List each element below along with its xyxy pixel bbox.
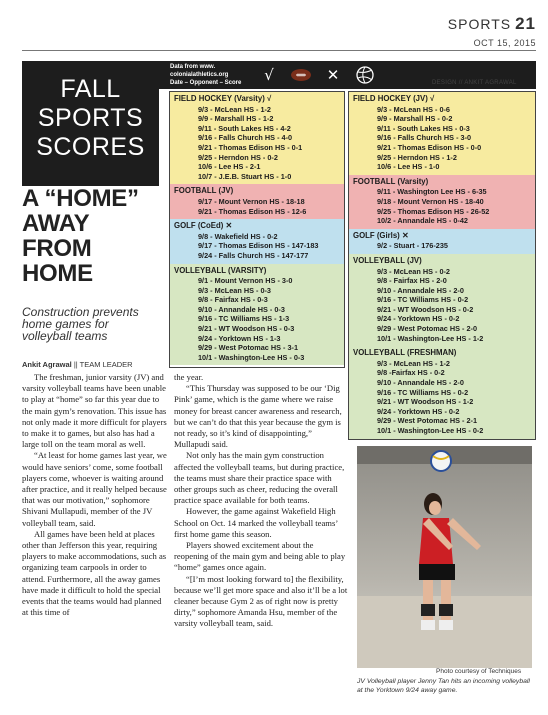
score-line: 9/3 - McLean HS - 0-3 — [198, 285, 271, 295]
score-line: 9/1 - Mount Vernon HS - 3-0 — [198, 276, 293, 286]
score-line: 9/16 - Falls Church HS - 3-0 — [377, 133, 472, 143]
scores-section-heading: VOLLEYBALL (JV) — [353, 255, 422, 265]
score-line: 9/24 - Yorktown HS - 1-3 — [198, 333, 281, 343]
scores-section-heading: FIELD HOCKEY (Varsity) √ — [174, 94, 272, 103]
article-deck: Construction prevents home games for volleyball teams — [22, 305, 139, 343]
cross-icon: ✕ — [326, 66, 340, 84]
scores-section — [349, 92, 535, 175]
scores-section-heading: VOLLEYBALL (FRESHMAN) — [353, 348, 457, 358]
score-line: 9/11 - South Lakes HS - 4-2 — [198, 123, 291, 133]
title-line: SPORTS — [37, 104, 144, 132]
article-paragraph: All games have been held at places other than Jefferson this year, requiring players to make accommodations, such as organizing team carpools in order to attend. Furthermore, all the away games have made it difficult to hold the special events that the teams would had planned at this time of — [22, 528, 167, 618]
scores-section-heading: VOLLEYBALL (VARSITY) — [174, 265, 267, 275]
article-headline — [22, 186, 162, 286]
score-line: 9/16 - TC Williams HS - 1-3 — [198, 314, 290, 324]
score-line: 10/7 - J.E.B. Stuart HS - 1-0 — [198, 171, 292, 181]
score-line: 9/17 - Thomas Edison HS - 147-183 — [198, 241, 319, 251]
score-line: 9/18 - Mount Vernon HS - 18-40 — [377, 196, 484, 206]
headline-line: AWAY — [22, 210, 90, 237]
score-line: 9/21 - WT Woodson HS - 1-2 — [377, 397, 474, 407]
score-line: 9/8 - Wakefield HS - 0-2 — [198, 231, 278, 241]
volleyball-icon — [354, 64, 376, 86]
headline-line: FROM — [22, 235, 92, 262]
score-line: 10/1 - Washington-Lee HS - 0-2 — [377, 426, 484, 435]
score-line: 9/25 - Herndon HS - 0-2 — [198, 152, 278, 162]
article-paragraph: Players showed excitement about the reopening of the main gym and being able to play “home” games once again. — [174, 540, 346, 573]
check-icon: √ — [264, 66, 274, 84]
score-line: 9/25 - Thomas Edison HS - 26-52 — [377, 206, 490, 216]
score-line: 9/29 - West Potomac HS - 2-0 — [377, 324, 478, 334]
photo-credit: Photo courtesy of Techniques — [436, 668, 522, 675]
article-paragraph: However, the game against Wakefield High School on Oct. 14 marked the volleyball teams’ first home game this season. — [174, 506, 338, 539]
score-line: 9/21 - Thomas Edison HS - 0-1 — [198, 142, 303, 152]
fall-sports-scores-title — [22, 75, 159, 162]
article-paragraph: Not only has the main gym construction affected the volleyball teams, but during practice, the teams must share their practice space with other groups such as cheer, reducing the overall practice space available for both teams. — [174, 450, 345, 506]
scores-column-right — [348, 91, 536, 440]
article-column-1 — [22, 372, 167, 618]
score-line: 9/24 - Yorktown HS - 0-2 — [377, 406, 460, 416]
section-name: SPORTS — [447, 16, 512, 32]
score-line: 9/11 - Washington Lee HS - 6-35 — [377, 187, 487, 197]
score-line: 9/2 - Stuart - 176-235 — [377, 241, 448, 251]
article-paragraph: “At least for home games last year, we would have seniors’ come, some football players come, whoever is waiting around after practice, and it really helped because that was our motivation,” sophomore Shivani Mullapudi, member of the JV volleyball team, said. — [22, 450, 167, 528]
scores-column-left — [169, 91, 345, 368]
score-line: 9/16 - TC Williams HS - 0-2 — [377, 295, 469, 305]
issue-date: OCT 15, 2015 — [473, 38, 536, 48]
article-paragraph: “This Thursday was supposed to be our ‘Dig Pink’ game, which is the game where we raise money for breast cancer awareness and research, but we can’t do that this year because the gym is not ready, so it’s kind of disappointing,” Mullapudi said. — [174, 383, 342, 450]
score-line: 9/8 - Fairfax HS - 0-3 — [198, 295, 268, 305]
section-title — [448, 14, 536, 34]
article-paragraph: the year. — [174, 372, 204, 382]
scores-section-heading: FOOTBALL (JV) — [174, 186, 234, 196]
score-line: 9/3 - McLean HS - 0-6 — [377, 104, 450, 114]
scores-section — [170, 219, 344, 263]
score-line: 9/3 - McLean HS - 0-2 — [377, 266, 450, 276]
page-number: 21 — [515, 14, 536, 33]
score-line: 9/9 - Marshall HS - 1-2 — [198, 114, 274, 124]
title-line: SCORES — [36, 133, 145, 161]
scores-section-heading: FOOTBALL (Varsity) — [353, 176, 429, 186]
score-line: 9/10 - Annandale HS - 2-0 — [377, 285, 464, 295]
article-column-2 — [174, 372, 348, 630]
legend-line: Data from www. — [170, 64, 216, 70]
scores-section-heading: FIELD HOCKEY (JV) √ — [353, 94, 435, 103]
volleyball-photo — [357, 446, 532, 668]
score-line: 9/8 -Fairfax HS - 0-2 — [377, 368, 445, 378]
score-line: 9/10 - Annandale HS - 0-3 — [198, 304, 285, 314]
score-line: 9/29 - West Potomac HS - 3-1 — [198, 343, 299, 353]
score-line: 9/16 - Falls Church HS - 4-0 — [198, 133, 293, 143]
header-rule — [22, 50, 536, 51]
score-line: 10/6 - Lee HS - 1-0 — [377, 162, 440, 172]
score-line: 9/8 - Fairfax HS - 2-0 — [377, 276, 447, 286]
score-line: 10/2 - Annandale HS - 0-42 — [377, 216, 468, 226]
headline-line: A “HOME” — [22, 185, 139, 212]
score-line: 9/11 - South Lakes HS - 0-3 — [377, 123, 470, 133]
legend-line: colonialathletics.org — [170, 72, 229, 78]
scores-section — [349, 175, 535, 229]
score-line: 9/25 - Herndon HS - 1-2 — [377, 152, 457, 162]
football-icon — [290, 64, 312, 86]
photo-caption: JV Volleyball player Jenny Tan hits an incoming volleyball at the Yorktown 9/24 away game. — [357, 678, 530, 694]
scores-section — [349, 229, 535, 254]
scores-section — [349, 346, 535, 438]
score-line: 9/29 - West Potomac HS - 2-1 — [377, 416, 478, 426]
article-paragraph: “[I’m most looking forward to] the flexibility, because we’ll get more space and also it’ll be a lot cleaner because Gym 2 as of right now is pretty dirty,” sophomore Amanda Hsu, member of the varsity volleyball team, said. — [174, 573, 348, 629]
score-line: 9/10 - Annandale HS - 2-0 — [377, 378, 464, 388]
article-paragraph: The freshman, junior varsity (JV) and varsity volleyball teams have been unable to play at “home” so far this year due to the main gym’s renovation. This issue has not only made it more difficult for players to make it to games, but also has had a large toll on the team moral as well. — [22, 372, 167, 450]
scores-section-heading: GOLF (Girls) ✕ — [353, 230, 409, 240]
score-line: 9/21 - Thomas Edison HS - 0-0 — [377, 142, 482, 152]
score-line: 9/17 - Mount Vernon HS - 18-18 — [198, 196, 305, 206]
scores-section — [170, 92, 344, 184]
score-line: 9/24 - Falls Church HS - 147-177 — [198, 250, 309, 260]
author-role: || TEAM LEADER — [73, 360, 133, 369]
scores-section — [349, 254, 535, 346]
scores-section-heading: GOLF (CoEd) ✕ — [174, 221, 233, 231]
legend-line: Date – Opponent – Score — [170, 80, 242, 86]
byline — [22, 360, 133, 369]
design-credit: DESIGN // ANKIT AGRAWAL — [432, 80, 517, 86]
author-name: Ankit Agrawal — [22, 360, 72, 369]
score-line: 9/9 - Marshall HS - 0-2 — [377, 114, 453, 124]
title-line: FALL — [60, 75, 121, 103]
score-line: 9/3 - McLean HS - 1-2 — [198, 104, 271, 114]
sport-icons — [258, 64, 376, 86]
score-line: 9/16 - TC Williams HS - 0-2 — [377, 387, 469, 397]
score-line: 9/21 - WT Woodson HS - 0-3 — [198, 324, 295, 334]
score-line: 9/21 - Thomas Edison HS - 12-6 — [198, 206, 307, 216]
score-line: 10/1 - Washington-Lee HS - 0-3 — [198, 352, 305, 362]
score-line: 9/24 - Yorktown HS - 0-2 — [377, 314, 460, 324]
score-line: 9/21 - WT Woodson HS - 0-2 — [377, 304, 474, 314]
headline-line: HOME — [22, 260, 93, 287]
scores-section — [170, 184, 344, 219]
data-source-legend — [170, 63, 241, 87]
score-line: 9/3 - McLean HS - 1-2 — [377, 358, 450, 368]
score-line: 10/1 - Washington-Lee HS - 1-2 — [377, 333, 484, 343]
score-line: 10/6 - Lee HS - 2-1 — [198, 162, 261, 172]
scores-section — [170, 264, 344, 366]
